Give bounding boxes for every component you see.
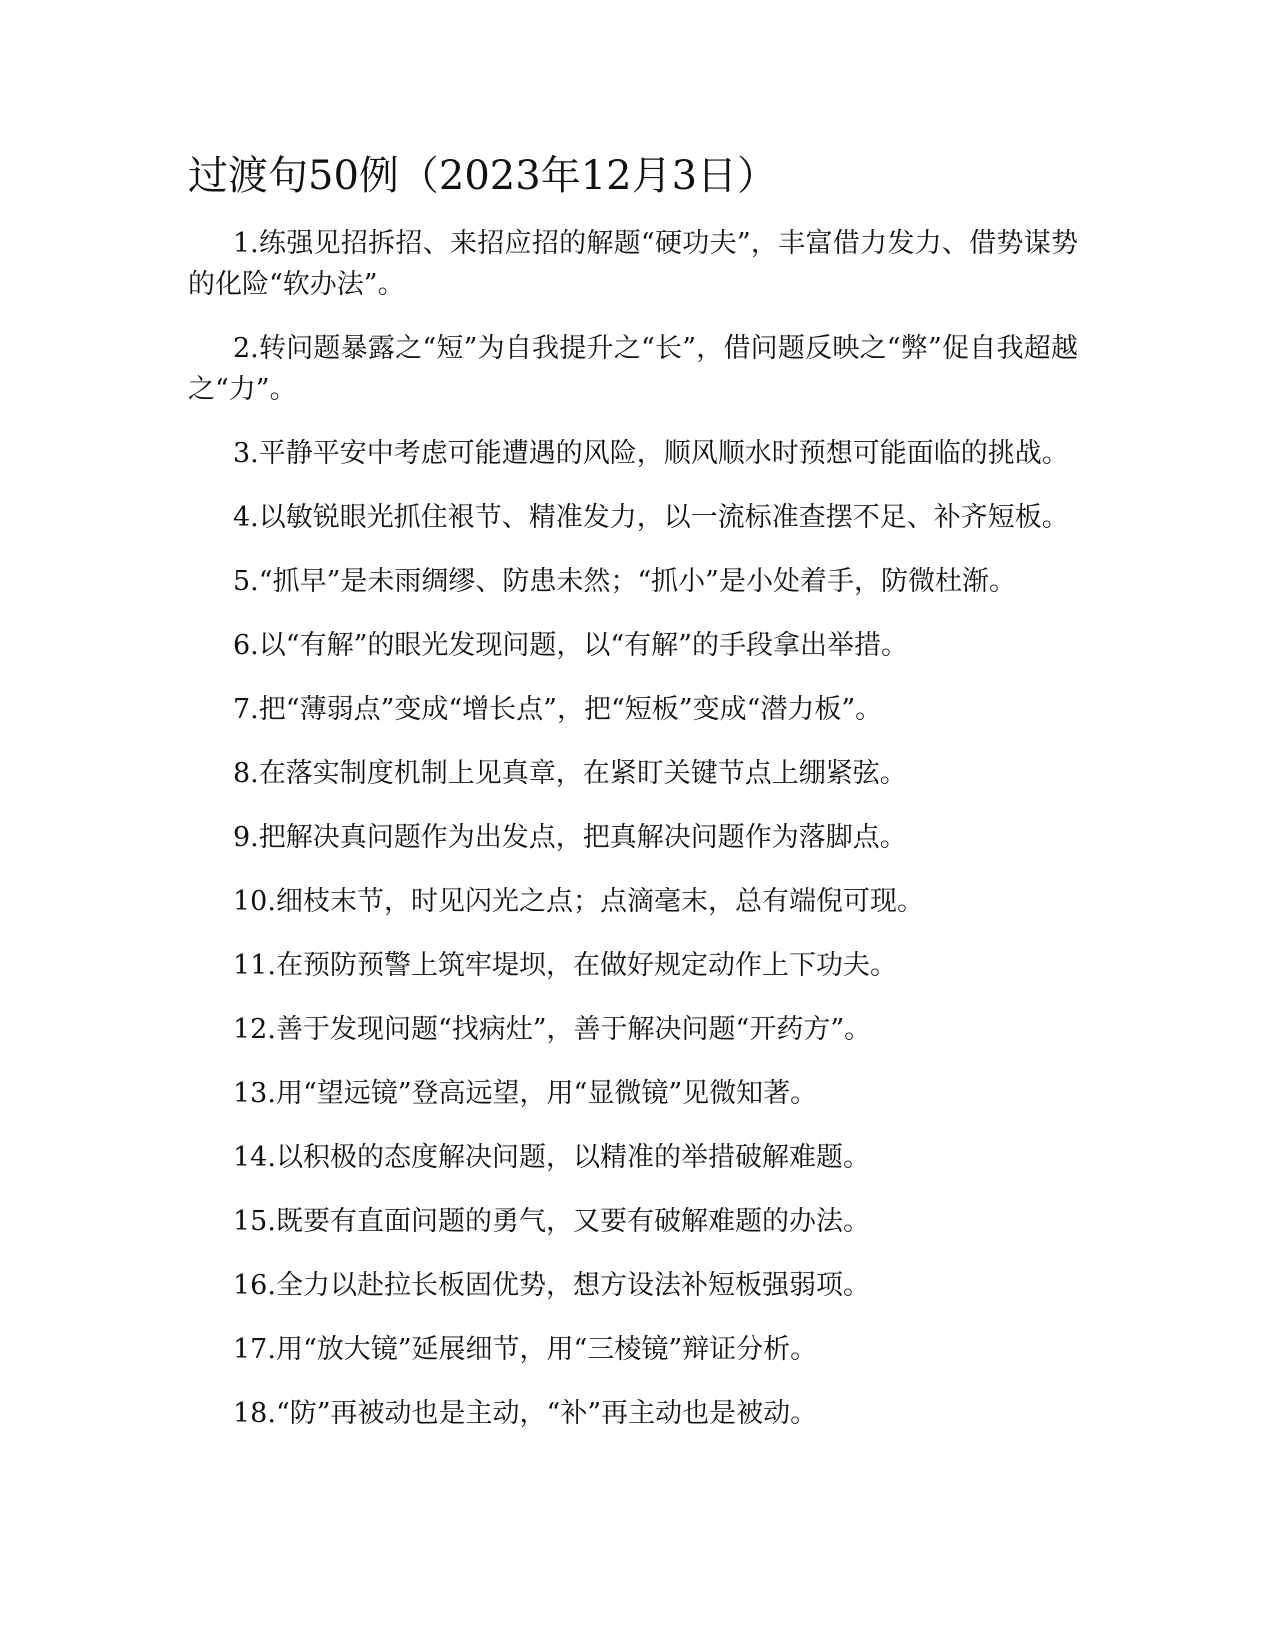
list-item: 10.细枝末节，时见闪光之点；点滴毫末，总有端倪可现。 (233, 886, 924, 917)
list-item: 18.“防”再被动也是主动，“补”再主动也是被动。 (233, 1398, 818, 1429)
list-item: 14.以积极的态度解决问题，以精准的举措破解难题。 (233, 1142, 870, 1173)
list-item: 15.既要有直面问题的勇气，又要有破解难题的办法。 (233, 1206, 870, 1237)
list-item: 2.转问题暴露之“短”为自我提升之“长”，借问题反映之“弊”促自我超越之“力”。 (188, 333, 1078, 405)
list-item: 3.平静平安中考虑可能遭遇的风险，顺风顺水时预想可能面临的挑战。 (233, 438, 1069, 469)
list-item: 6.以“有解”的眼光发现问题，以“有解”的手段拿出举措。 (233, 630, 908, 661)
list-item: 16.全力以赴拉长板固优势，想方设法补短板强弱项。 (233, 1270, 870, 1301)
list-item: 5.“抓早”是未雨绸缪、防患未然；“抓小”是小处着手，防微杜渐。 (233, 566, 1016, 597)
list-item: 11.在预防预警上筑牢堤坝，在做好规定动作上下功夫。 (233, 950, 897, 981)
document-title: 过渡句50例（2023年12月3日） (188, 153, 778, 199)
list-item: 8.在落实制度机制上见真章，在紧盯关键节点上绷紧弦。 (233, 758, 907, 789)
list-item: 17.用“放大镜”延展细节，用“三棱镜”辩证分析。 (233, 1334, 818, 1365)
list-item: 4.以敏锐眼光抓住裉节、精准发力，以一流标准查摆不足、补齐短板。 (233, 502, 1069, 533)
document-body (188, 223, 1078, 1434)
list-item: 12.善于发现问题“找病灶”，善于解决问题“开药方”。 (233, 1014, 872, 1045)
list-item: 7.把“薄弱点”变成“增长点”，把“短板”变成“潜力板”。 (233, 694, 883, 725)
list-item: 13.用“望远镜”登高远望，用“显微镜”见微知著。 (233, 1078, 818, 1109)
list-item: 1.练强见招拆招、来招应招的解题“硬功夫”，丰富借力发力、借势谋势的化险“软办法”。 (188, 228, 1078, 300)
list-item: 9.把解决真问题作为出发点，把真解决问题作为落脚点。 (233, 822, 907, 853)
